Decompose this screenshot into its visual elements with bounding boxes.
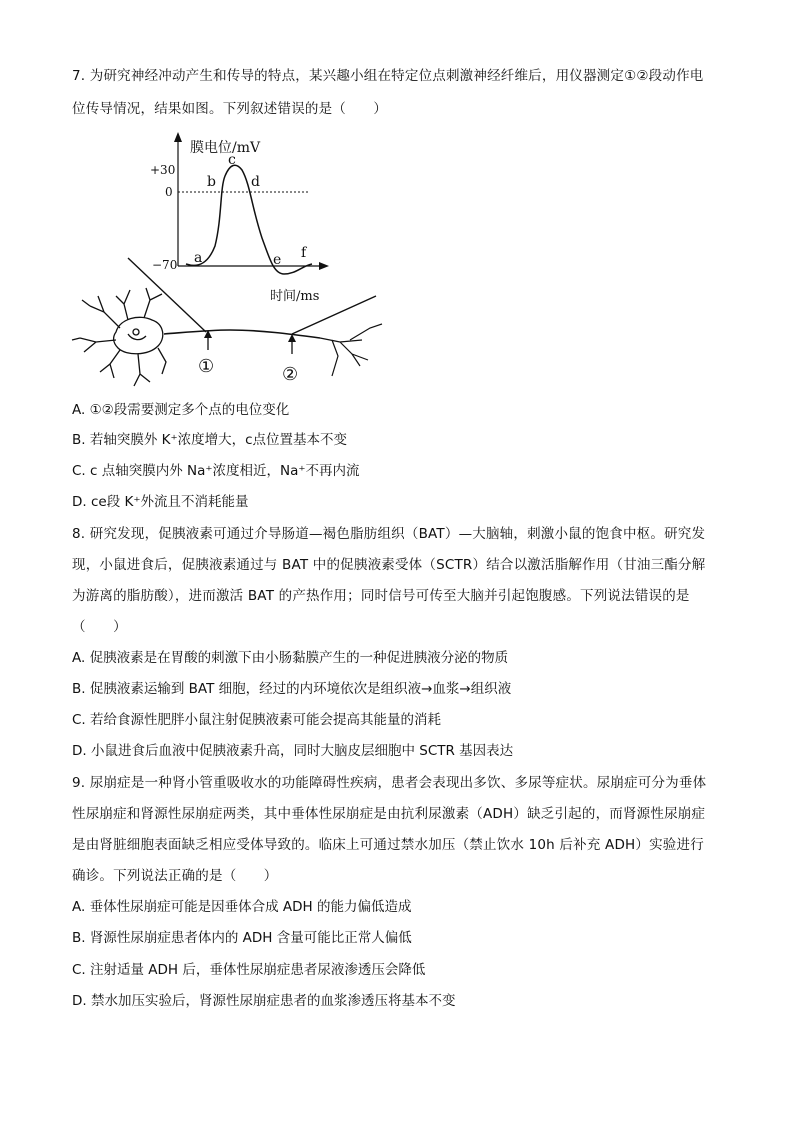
action-potential-curve: [186, 165, 312, 274]
q8-option-d[interactable]: D. 小鼠进食后血液中促胰液素升高，同时大脑皮层细胞中 SCTR 基因表达: [72, 743, 514, 759]
q9-stem-line1: 9. 尿崩症是一种肾小管重吸收水的功能障碍性疾病，患者会表现出多饮、多尿等症状。尿崩症可分为垂体: [72, 775, 707, 791]
q9-stem-line2: 性尿崩症和肾源性尿崩症两类，其中垂体性尿崩症是由抗利尿激素（ADH）缺乏引起的，而肾源性尿崩症: [72, 806, 706, 822]
x-axis-arrow-icon: [319, 262, 329, 270]
q9-option-b[interactable]: B. 肾源性尿崩症患者体内的 ADH 含量可能比正常人偏低: [72, 930, 412, 946]
q8-stem-line3: 为游离的脂肪酸），进而激活 BAT 的产热作用；同时信号可传至大脑并引起饱腹感。下列说法错误的是: [72, 588, 690, 604]
y-axis-arrow-icon: [174, 132, 182, 142]
q7-option-b[interactable]: B. 若轴突膜外 K⁺浓度增大，c点位置基本不变: [72, 432, 348, 448]
q7-option-c[interactable]: C. c 点轴突膜内外 Na⁺浓度相近，Na⁺不再内流: [72, 463, 360, 479]
x-axis-label: 时间/ms: [270, 289, 320, 304]
site-2-label: ②: [282, 364, 299, 385]
q8-stem-line4: （ ）: [72, 619, 127, 635]
q7-figure-svg: [70, 128, 390, 390]
point-a-label: a: [194, 250, 203, 266]
site-1-label: ①: [198, 356, 215, 377]
point-f-label: f: [301, 245, 307, 261]
q7-stem-line2: 位传导情况，结果如图。下列叙述错误的是（ ）: [72, 101, 388, 117]
point-c-label: c: [228, 152, 236, 168]
q9-stem-line4: 确诊。下列说法正确的是（ ）: [72, 868, 278, 884]
q7-stem-line1: 7. 为研究神经冲动产生和传导的特点，某兴趣小组在特定位点刺激神经纤维后，用仪器测定①②段动作电: [72, 68, 704, 84]
q7-option-d[interactable]: D. ce段 K⁺外流且不消耗能量: [72, 494, 249, 510]
axon-terminals: [320, 324, 382, 376]
q8-stem-line2: 现，小鼠进食后，促胰液素通过与 BAT 中的促胰液素受体（SCTR）结合以激活脂解作用（甘油三酯分解: [72, 557, 706, 573]
tick-zero: 0: [165, 185, 173, 199]
point-e-label: e: [273, 252, 282, 268]
q9-option-a[interactable]: A. 垂体性尿崩症可能是因垂体合成 ADH 的能力偏低造成: [72, 899, 412, 915]
point-d-label: d: [251, 174, 260, 190]
q7-action-potential-figure: [70, 128, 390, 390]
q8-stem-line1: 8. 研究发现，促胰液素可通过介导肠道—褐色脂肪组织（BAT）—大脑轴，刺激小鼠的饱食中枢。研究发: [72, 526, 706, 542]
q8-option-c[interactable]: C. 若给食源性肥胖小鼠注射促胰液素可能会提高其能量的消耗: [72, 712, 442, 728]
q9-option-d[interactable]: D. 禁水加压实验后，肾源性尿崩症患者的血浆渗透压将基本不变: [72, 993, 456, 1009]
y-axis-label: 膜电位/mV: [190, 140, 261, 156]
point-b-label: b: [207, 174, 216, 190]
tick-minus70: −70: [152, 258, 178, 272]
q8-option-b[interactable]: B. 促胰液素运输到 BAT 细胞，经过的内环境依次是组织液→血浆→组织液: [72, 681, 512, 697]
q8-option-a[interactable]: A. 促胰液素是在胃酸的刺激下由小肠黏膜产生的一种促进胰液分泌的物质: [72, 650, 509, 666]
q9-stem-line3: 是由肾脏细胞表面缺乏相应受体导致的。临床上可通过禁水加压（禁止饮水 10h 后补充 ADH）实验进行: [72, 837, 704, 853]
q9-option-c[interactable]: C. 注射适量 ADH 后，垂体性尿崩症患者尿液渗透压会降低: [72, 962, 426, 978]
q7-option-a[interactable]: A. ①②段需要测定多个点的电位变化: [72, 402, 290, 418]
tick-plus30: +30: [150, 163, 176, 177]
neuron-soma: [72, 288, 166, 386]
